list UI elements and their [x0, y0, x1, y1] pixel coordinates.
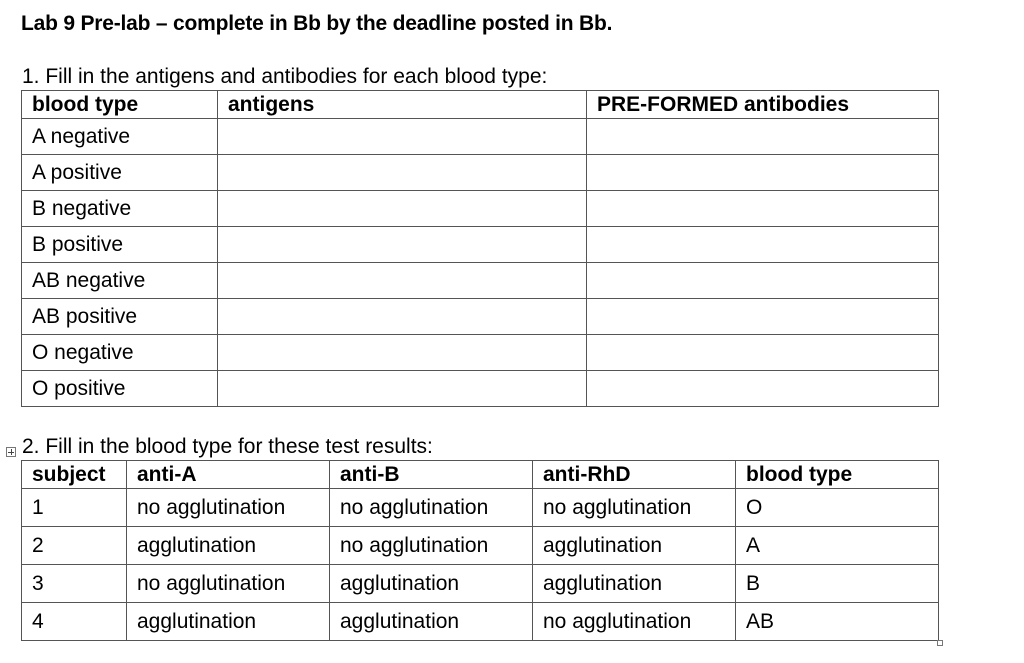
antigens-cell[interactable]: [218, 227, 587, 263]
header-blood-type: blood type: [736, 461, 939, 489]
anti-a-cell[interactable]: no agglutination: [127, 565, 330, 603]
table-header-row: [22, 461, 939, 489]
anti-b-cell[interactable]: agglutination: [330, 565, 533, 603]
header-anti-b: anti-B: [330, 461, 533, 489]
blood-type-cell[interactable]: B positive: [22, 227, 218, 263]
anti-a-cell[interactable]: no agglutination: [127, 489, 330, 527]
table-header-row: [22, 91, 939, 119]
anti-a-cell[interactable]: agglutination: [127, 527, 330, 565]
question-1-prompt: 1. Fill in the antigens and antibodies for each blood type:: [22, 65, 548, 88]
antibodies-cell[interactable]: [587, 155, 939, 191]
table-row: [22, 565, 939, 603]
subject-cell[interactable]: 3: [22, 565, 127, 603]
table-row: [22, 527, 939, 565]
blood-type-cell[interactable]: O: [736, 489, 939, 527]
header-preformed-antibodies: PRE-FORMED antibodies: [587, 91, 939, 119]
table-row: [22, 263, 939, 299]
blood-type-cell[interactable]: O negative: [22, 335, 218, 371]
anti-rhd-cell[interactable]: no agglutination: [533, 603, 736, 641]
subject-cell[interactable]: 4: [22, 603, 127, 641]
antibodies-cell[interactable]: [587, 299, 939, 335]
question-2-prompt: 2. Fill in the blood type for these test results:: [22, 435, 433, 458]
anti-b-cell[interactable]: no agglutination: [330, 527, 533, 565]
blood-type-cell[interactable]: B negative: [22, 191, 218, 227]
table-row: [22, 119, 939, 155]
header-blood-type: blood type: [22, 91, 218, 119]
header-antigens: antigens: [218, 91, 587, 119]
anti-a-cell[interactable]: agglutination: [127, 603, 330, 641]
anti-rhd-cell[interactable]: agglutination: [533, 527, 736, 565]
subject-cell[interactable]: 2: [22, 527, 127, 565]
antibodies-cell[interactable]: [587, 227, 939, 263]
blood-type-cell[interactable]: A: [736, 527, 939, 565]
blood-type-cell[interactable]: AB: [736, 603, 939, 641]
table-row: [22, 603, 939, 641]
move-icon[interactable]: [6, 447, 16, 457]
test-results-table: [21, 460, 939, 641]
blood-type-cell[interactable]: A positive: [22, 155, 218, 191]
table-row: [22, 227, 939, 263]
antigens-cell[interactable]: [218, 119, 587, 155]
antigens-cell[interactable]: [218, 263, 587, 299]
anti-rhd-cell[interactable]: no agglutination: [533, 489, 736, 527]
anti-b-cell[interactable]: agglutination: [330, 603, 533, 641]
antibodies-cell[interactable]: [587, 371, 939, 407]
antibodies-cell[interactable]: [587, 191, 939, 227]
table-row: [22, 489, 939, 527]
table-row: [22, 371, 939, 407]
antigens-cell[interactable]: [218, 155, 587, 191]
blood-type-cell[interactable]: AB negative: [22, 263, 218, 299]
header-anti-a: anti-A: [127, 461, 330, 489]
antibodies-cell[interactable]: [587, 263, 939, 299]
antigens-cell[interactable]: [218, 191, 587, 227]
page-title: Lab 9 Pre-lab – complete in Bb by the deadline posted in Bb.: [21, 12, 613, 35]
table-row: [22, 191, 939, 227]
table-row: [22, 299, 939, 335]
antigens-cell[interactable]: [218, 299, 587, 335]
table-row: [22, 155, 939, 191]
header-subject: subject: [22, 461, 127, 489]
header-anti-rhd: anti-RhD: [533, 461, 736, 489]
anti-b-cell[interactable]: no agglutination: [330, 489, 533, 527]
blood-type-cell[interactable]: AB positive: [22, 299, 218, 335]
antigens-cell[interactable]: [218, 371, 587, 407]
antigens-cell[interactable]: [218, 335, 587, 371]
blood-type-table: [21, 90, 939, 407]
anti-rhd-cell[interactable]: agglutination: [533, 565, 736, 603]
antibodies-cell[interactable]: [587, 119, 939, 155]
table-row: [22, 335, 939, 371]
resize-icon[interactable]: [937, 640, 943, 646]
blood-type-cell[interactable]: O positive: [22, 371, 218, 407]
subject-cell[interactable]: 1: [22, 489, 127, 527]
blood-type-cell[interactable]: A negative: [22, 119, 218, 155]
blood-type-cell[interactable]: B: [736, 565, 939, 603]
antibodies-cell[interactable]: [587, 335, 939, 371]
